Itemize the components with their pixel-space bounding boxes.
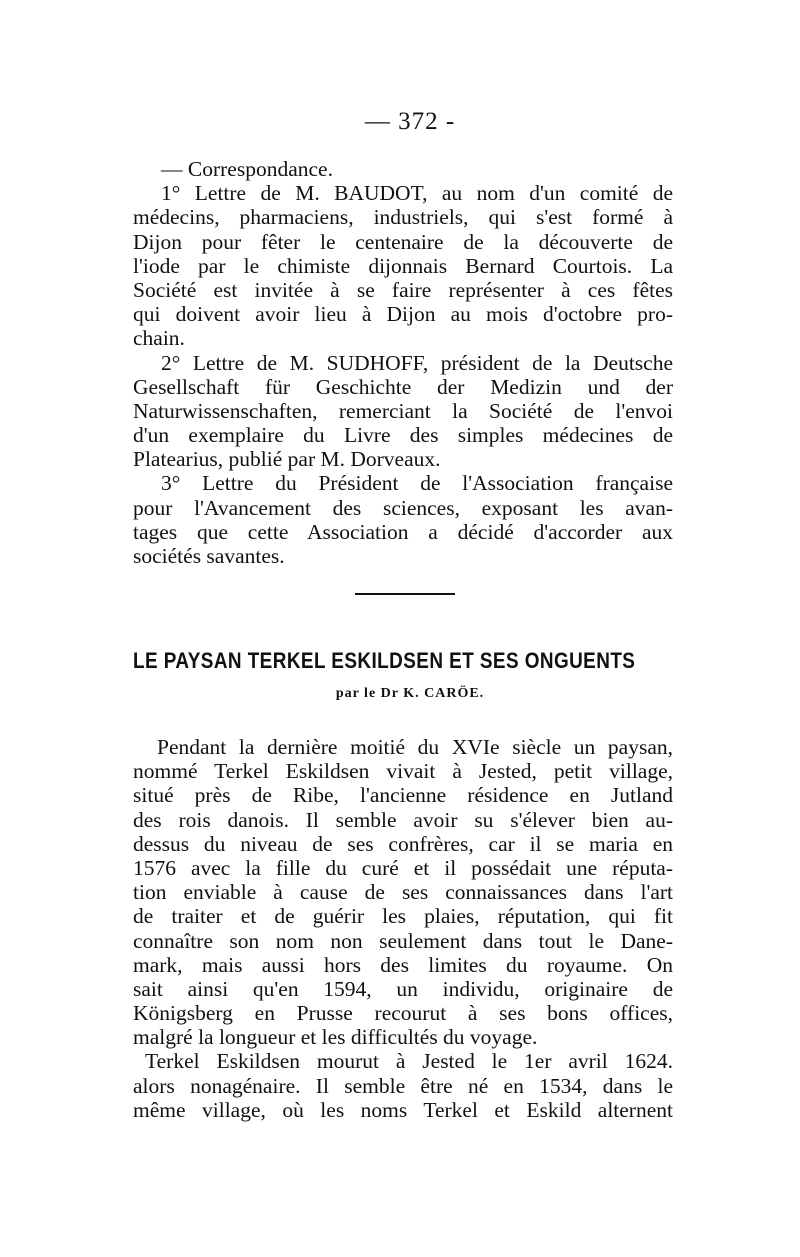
- article-body: [133, 735, 673, 1122]
- article-title: LE PAYSAN TERKEL ESKILDSEN ET SES ONGUENTS: [133, 648, 636, 673]
- text-line: 1576 avec la fille du curé et il possédait une réputa-: [133, 855, 673, 880]
- text-line: médecins, pharmaciens, industriels, qui s'est formé à: [133, 205, 673, 230]
- correspondence-section: [133, 157, 673, 568]
- text-line: chain.: [133, 326, 185, 351]
- text-line: même village, où les noms Terkel et Eskild alternent: [133, 1097, 673, 1122]
- text-line: de traiter et de guérir les plaies, réputation, qui fit: [133, 904, 673, 929]
- text-line: qui doivent avoir lieu à Dijon au mois d'octobre pro-: [133, 302, 673, 327]
- text-line: Gesellschaft für Geschichte der Medizin und der: [133, 374, 673, 399]
- text-line: tages que cette Association a décidé d'accorder aux: [133, 519, 673, 544]
- text-line: — Correspondance.: [161, 157, 333, 181]
- text-line: d'un exemplaire du Livre des simples médecines de: [133, 423, 673, 448]
- text-line: malgré la longueur et les difficultés du voyage.: [133, 1025, 538, 1050]
- text-line: tion enviable à cause de ses connaissances dans l'art: [133, 880, 673, 905]
- text-line: Dijon pour fêter le centenaire de la découverte de: [133, 229, 673, 254]
- text-line: Société est invitée à se faire représenter à ces fêtes: [133, 277, 673, 302]
- article-byline: par le Dr K. CARÖE.: [335, 686, 485, 701]
- text-line: pour l'Avancement des sciences, exposant les avan-: [133, 495, 673, 520]
- text-line: situé près de Ribe, l'ancienne résidence en Jutland: [133, 783, 673, 808]
- text-line: Platearius, publié par M. Dorveaux.: [133, 447, 441, 472]
- text-line: des rois danois. Il semble avoir su s'élever bien au-: [133, 807, 673, 832]
- text-line: 1° Lettre de M. BAUDOT, au nom d'un comité de: [161, 181, 673, 206]
- text-line: Pendant la dernière moitié du XVIe siècle un paysan,: [157, 735, 673, 759]
- text-line: 2° Lettre de M. SUDHOFF, président de la Deutsche: [161, 350, 673, 375]
- text-line: sociétés savantes.: [133, 544, 285, 568]
- section-divider: [355, 593, 455, 595]
- text-line: mark, mais aussi hors des limites du royaume. On: [133, 952, 673, 977]
- text-line: 3° Lettre du Président de l'Association française: [161, 471, 673, 496]
- text-line: sait ainsi qu'en 1594, un individu, originaire de: [133, 976, 673, 1001]
- page-number: — 372 -: [364, 108, 456, 135]
- text-line: l'iode par le chimiste dijonnais Bernard Courtois. La: [133, 253, 673, 278]
- text-line: alors nonagénaire. Il semble être né en 1534, dans le: [133, 1073, 673, 1098]
- text-line: Königsberg en Prusse recourut à ses bons offices,: [133, 1001, 673, 1026]
- text-line: Naturwissenschaften, remerciant la Société de l'envoi: [133, 398, 673, 423]
- text-line: dessus du niveau de ses confrères, car il se maria en: [133, 831, 673, 856]
- text-line: Terkel Eskildsen mourut à Jested le 1er avril 1624.: [145, 1049, 673, 1074]
- text-line: nommé Terkel Eskildsen vivait à Jested, petit village,: [133, 759, 673, 784]
- text-line: connaître son nom non seulement dans tout le Dane-: [133, 928, 673, 953]
